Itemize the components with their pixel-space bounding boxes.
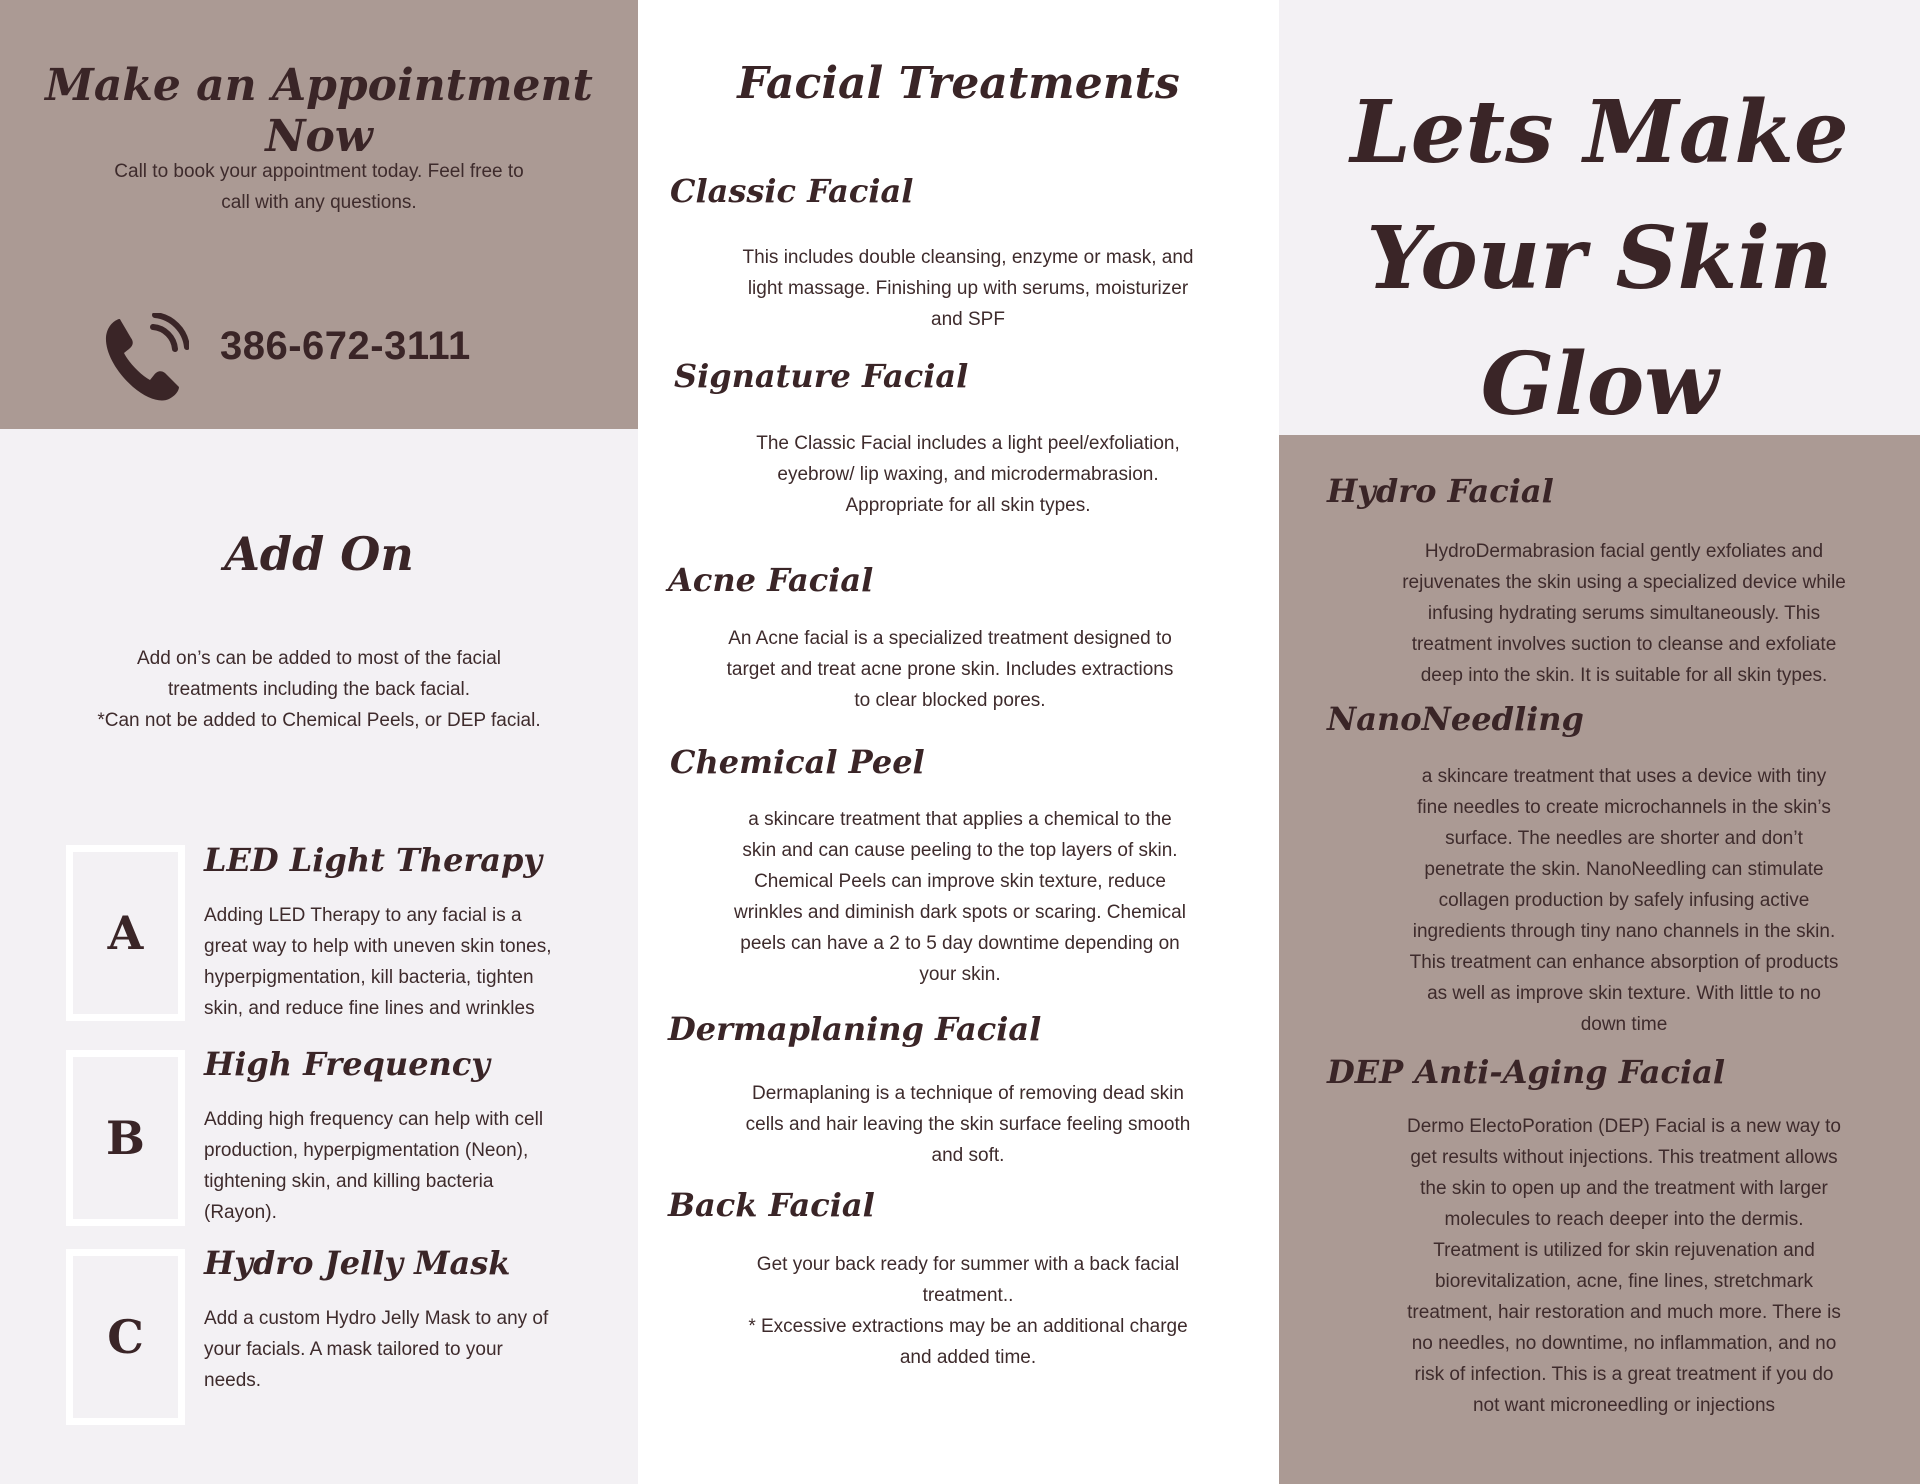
add-on-name: Hydro Jelly Mask (204, 1244, 511, 1282)
add-on-panel (0, 429, 638, 1484)
treatment-name: Acne Facial (668, 561, 874, 599)
facial-treatments-panel (638, 0, 1279, 1484)
treatment-description: Get your back ready for summer with a back facial treatment.. * Excessive extractions may be an additional charge and added time. (748, 1254, 1188, 1368)
treatment-name: Classic Facial (670, 172, 914, 210)
featured-treatment-name: NanoNeedling (1327, 700, 1584, 738)
appointment-panel (0, 0, 638, 429)
appointment-description: Call to book your appointment today. Feel free to call with any questions. (114, 161, 524, 213)
add-on-title: Add On (224, 527, 414, 581)
treatment-name: Chemical Peel (670, 743, 925, 781)
add-on-text: Adding high frequency can help with cell production, hyperpigmentation (Neon), tightening skin, and killing bacteria (Rayon). (204, 1109, 544, 1223)
treatment-name: Signature Facial (674, 357, 969, 395)
add-on-text: Add a custom Hydro Jelly Mask to any of your facials. A mask tailored to your needs. (204, 1308, 549, 1391)
phone-icon (103, 313, 189, 403)
hero-title: Lets Make Your Skin Glow (1350, 82, 1849, 435)
featured-treatment-name: DEP Anti-Aging Facial (1327, 1053, 1726, 1091)
phone-number[interactable]: 386-672-3111 (220, 324, 471, 368)
add-on-description: Add on’s can be added to most of the facial treatments including the back facial. *Can not be added to Chemical Peels, or DEP facial. (97, 648, 541, 731)
treatment-description: An Acne facial is a specialized treatment designed to target and treat acne prone skin. Includes extractions to clear blocked pores. (726, 628, 1174, 711)
featured-treatment-description: a skincare treatment that uses a device with tiny fine needles to create microchannels in the skin’s surface. The needles are shorter and don’t penetrate the skin. NanoNeedling can stimulate collagen production by safely infusing active ingredients through tiny nano channels in the skin. This treatment can enhance absorption of products as well as improve skin texture. With little to no down time (1409, 766, 1839, 1035)
add-on-letter-box: C (66, 1249, 185, 1425)
add-on-letter-box: B (66, 1050, 185, 1226)
treatment-name: Back Facial (668, 1186, 875, 1224)
treatment-description: This includes double cleansing, enzyme or mask, and light massage. Finishing up with serums, moisturizer and SPF (742, 247, 1194, 330)
add-on-text: Adding LED Therapy to any facial is a great way to help with uneven skin tones, hyperpigmentation, kill bacteria, tighten skin, and reduce fine lines and wrinkles (204, 905, 552, 1019)
facial-treatments-title: Facial Treatments (737, 58, 1180, 109)
add-on-name: High Frequency (204, 1045, 490, 1083)
featured-treatments-panel (1279, 435, 1920, 1484)
add-on-letter-box: A (66, 845, 185, 1021)
featured-treatment-description: Dermo ElectoPoration (DEP) Facial is a new way to get results without injections. This treatment allows the skin to open up and the treatment with larger molecules to reach deeper into the dermis. Treatment is utilized for skin rejuvenation and biorevitalization, acne, fine lines, stretchmark treatment, hair restoration and much more. There is no needles, no downtime, no inflammation, and no risk of infection. This is a great treatment if you do not want microneedling or injections (1407, 1116, 1841, 1416)
add-on-name: LED Light Therapy (204, 841, 542, 879)
featured-treatment-description: HydroDermabrasion facial gently exfoliates and rejuvenates the skin using a specialized device while infusing hydrating serums simultaneously. This treatment involves suction to cleanse and exfoliate deep into the skin. It is suitable for all skin types. (1402, 541, 1846, 686)
appointment-title: Make an Appointment Now (45, 60, 593, 162)
hero-panel (1279, 0, 1920, 435)
treatment-description: The Classic Facial includes a light peel/exfoliation, eyebrow/ lip waxing, and microdermabrasion. Appropriate for all skin types. (756, 433, 1180, 516)
treatment-description: Dermaplaning is a technique of removing dead skin cells and hair leaving the skin surface feeling smooth and soft. (745, 1083, 1191, 1166)
treatment-description: a skincare treatment that applies a chemical to the skin and can cause peeling to the top layers of skin. Chemical Peels can improve skin texture, reduce wrinkles and diminish dark spots or scaring. Chemical peels can have a 2 to 5 day downtime depending on your skin. (734, 809, 1186, 985)
treatment-name: Dermaplaning Facial (668, 1010, 1042, 1048)
featured-treatment-name: Hydro Facial (1327, 472, 1554, 510)
